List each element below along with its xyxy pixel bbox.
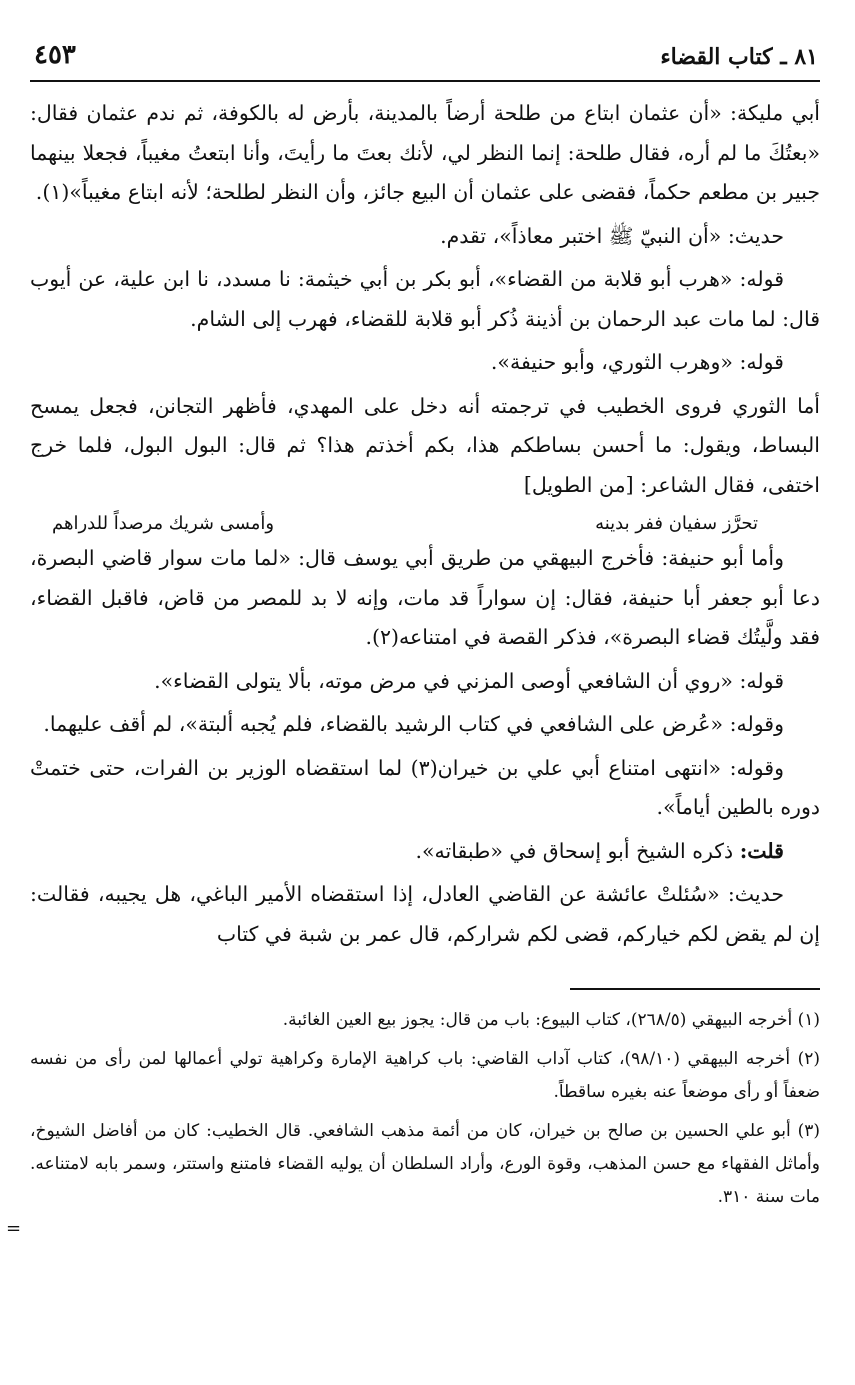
main-text bbox=[30, 94, 820, 954]
qult-label: قلت: bbox=[739, 838, 784, 863]
paragraph: حديث: «أن النبيّ ﷺ اختبر معاذاً»، تقدم. bbox=[440, 223, 784, 248]
footnote: (١) أخرجه البيهقي (٢٦٨/٥)، كتاب البيوع: باب من قال: يجوز بيع العين الغائبة. bbox=[282, 1010, 820, 1030]
footnote: (٢) أخرجه البيهقي (٩٨/١٠)، كتاب آداب القاضي: باب كراهية الإمارة وكراهية تولي أعمالها لمن رأى من نفسه ضعفاً أو رأى موضعاً عنه بغيره ساقطاً. bbox=[30, 1049, 821, 1102]
paragraph: قوله: «هرب أبو قلابة من القضاء»، أبو بكر بن أبي خيثمة: نا مسدد، نا ابن علية، عن أيوب قال: لما مات عبد الرحمان بن أذينة ذُكر أبو قلابة للقضاء، فهرب إلى الشام. bbox=[30, 267, 820, 331]
paragraph: أما الثوري فروى الخطيب في ترجمته أنه دخل على المهدي، فأظهر التجانن، فجعل يمسح البساط، ويقول: ما أحسن بساطكم هذا، بكم أخذتم هذا؟ ثم قال: البول البول، فلما خرج اختفى، فقال الشاعر: [من الطويل] bbox=[30, 393, 820, 497]
footnote-separator bbox=[570, 988, 820, 990]
page-number: ٤٥٣ bbox=[34, 40, 76, 70]
paragraph: وقوله: «انتهى امتناع أبي علي بن خيران(٣) لما استقضاه الوزير بن الفرات، حتى ختمتْ دوره بالطين أياماً». bbox=[30, 755, 820, 819]
book-page bbox=[30, 38, 820, 1368]
paragraph: وأما أبو حنيفة: فأخرج البيهقي من طريق أبي يوسف قال: «لما مات سوار قاضي البصرة، دعا أبو جعفر أبا حنيفة، فقال: إن سواراً قد مات، وإنه لا بد للمصر من قاض، فاقبل القضاء، فقد ولَّيتُك قضاء البصرة»، فذكر القصة في امتناعه(٢). bbox=[30, 546, 820, 649]
qult-paragraph bbox=[30, 832, 820, 872]
paragraph: قوله: «وهرب الثوري، وأبو حنيفة». bbox=[490, 350, 784, 374]
qult-text: ذكره الشيخ أبو إسحاق في «طبقاته». bbox=[415, 838, 740, 863]
paragraph: حديث: «سُئلتْ عائشة عن القاضي العادل، إذا استقضاه الأمير الباغي، هل يجيبه، فقالت: إن لم يقض لكم خياركم، قضى لكم شراركم، قال عمر بن شبة في كتاب bbox=[30, 882, 820, 946]
paragraph: أبي مليكة: «أن عثمان ابتاع من طلحة أرضاً بالمدينة، بأرض له بالكوفة، ثم ندم عثمان فقال: «بعتُكَ ما لم أره، فقال طلحة: إنما النظر لي، لأنك بعتَ ما رأيتَ، وأنا ابتعتُ مغيباً، فجعلا بينهما جبير بن مطعم حكماً، فقضى على عثمان أن البيع جائز، وأن النظر لطلحة؛ لأنه ابتاع مغيباً»(١). bbox=[30, 101, 820, 204]
margin-mark: = bbox=[6, 1218, 22, 1239]
footnotes bbox=[30, 1004, 820, 1214]
paragraph: قوله: «روي أن الشافعي أوصى المزني في مرض موته، بألا يتولى القضاء». bbox=[154, 668, 784, 693]
footnote: (٣) أبو علي الحسين بن صالح بن خيران، كان من أئمة مذهب الشافعي. قال الخطيب: كان من أفاضل الشيوخ، وأماثل الفقهاء مع حسن المذهب، وقوة الورع، وأراد السلطان أن يوليه القضاء فامتنع واستتر، وسمر بابه لامتناعه. مات سنة ٣١٠. bbox=[30, 1121, 820, 1207]
poetry-verse bbox=[30, 509, 820, 539]
verse-hemistich: وأمسى شريك مرصداً للدراهم bbox=[52, 513, 275, 534]
paragraph: وقوله: «عُرض على الشافعي في كتاب الرشيد بالقضاء، فلم يُجبه ألبتة»، لم أقف عليهما. bbox=[43, 712, 784, 736]
page-header bbox=[30, 38, 820, 82]
running-title: ٨١ ـ كتاب القضاء bbox=[660, 44, 818, 70]
verse-hemistich: تحرَّز سفيان ففر بدينه bbox=[595, 513, 758, 534]
